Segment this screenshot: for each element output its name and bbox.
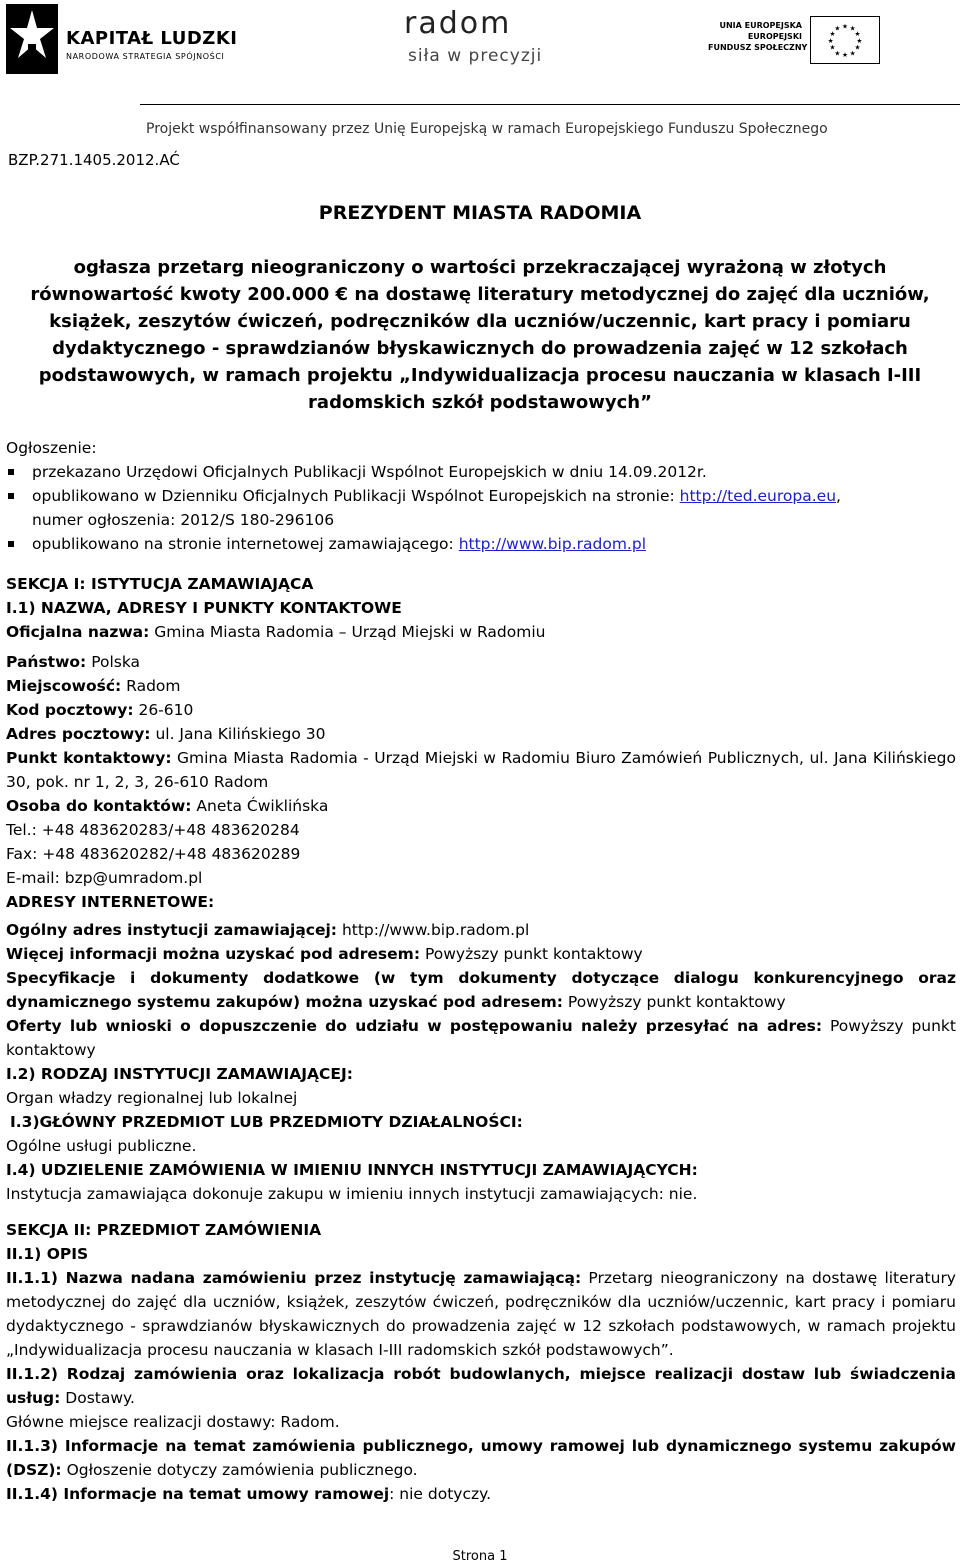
document-body (6, 436, 956, 1506)
ted-europa-link[interactable]: http://ted.europa.eu (679, 487, 837, 505)
svg-text:★: ★ (854, 43, 861, 52)
notice-list (6, 460, 956, 556)
kapital-ludzki-star-icon (6, 4, 58, 74)
official-name-label: Oficjalna nazwa: (6, 623, 150, 641)
notice-item-website-text: opublikowano na stronie internetowej zamawiającego: (32, 535, 454, 553)
section-1-1-heading: I.1) NAZWA, ADRESY I PUNKTY KONTAKTOWE (6, 599, 402, 617)
framework-value: : nie dotyczy. (389, 1485, 492, 1503)
eu-logo (708, 16, 884, 66)
eu-logo-line2: EUROPEJSKI (747, 32, 802, 41)
official-name-value: Gmina Miasta Radomia – Urząd Miejski w Radomiu (154, 623, 546, 641)
phone-row: Tel.: +48 483620283/+48 483620284 (6, 821, 300, 839)
offers-label: Oferty lub wnioski o dopuszczenie do udziału w postępowaniu należy przesyłać na adres: (6, 1017, 823, 1035)
section-1-2-value: Organ władzy regionalnej lub lokalnej (6, 1089, 298, 1107)
contact-value: Gmina Miasta Radomia - Urząd Miejski w Radomiu Biuro Zamówień Publicznych, ul. Jana Kilińskiego 30, pok. nr 1, 2, 3, 26-610 Radom (6, 749, 956, 791)
bip-radom-link[interactable]: http://www.bip.radom.pl (458, 535, 646, 553)
section-1-2-heading: I.2) RODZAJ INSTYTUCJI ZAMAWIAJĄCEJ: (6, 1065, 353, 1083)
radom-logo-word: radom (404, 6, 512, 41)
eu-logo-text (708, 20, 808, 53)
offers-value: Powyższy punkt kontaktowy (6, 1017, 956, 1059)
section-1-heading: SEKCJA I: ISTYTUCJA ZAMAWIAJĄCA (6, 575, 314, 593)
section-1-3-value: Ogólne usługi publiczne. (6, 1137, 197, 1155)
address-value: ul. Jana Kilińskiego 30 (155, 725, 326, 743)
country-value: Polska (91, 653, 141, 671)
postcode-value: 26-610 (138, 701, 194, 719)
framework-row (6, 1482, 956, 1506)
address-row (6, 722, 956, 746)
web-addresses-heading: ADRESY INTERNETOWE: (6, 893, 215, 911)
kapital-ludzki-logo (6, 4, 246, 76)
address-label: Adres pocztowy: (6, 725, 151, 743)
framework-label: II.1.4) Informacje na temat umowy ramowej (6, 1485, 390, 1503)
public-contract-value: Ogłoszenie dotyczy zamówienia publicznego. (66, 1461, 418, 1479)
svg-text:★: ★ (842, 51, 848, 60)
contract-name-row (6, 1266, 956, 1362)
public-contract-row (6, 1434, 956, 1482)
svg-text:★: ★ (849, 49, 856, 58)
radom-logo-tagline: siła w precyzji (408, 46, 543, 66)
header-divider (140, 104, 960, 105)
notice-item-ojeu-text: opublikowano w Dzienniku Oficjalnych Publikacji Wspólnot Europejskich na stronie: (32, 487, 675, 505)
contract-name-value: Przetarg nieograniczony na dostawę literatury metodycznej do zajęć dla uczniów, książek, zeszytów ćwiczeń, podręczników dla uczniów/uczennic, kart pracy i pomiaru dydaktycznego - sprawdzianów błyskawicznych do prowadzenia zajęć w 12 szkołach podstawowych, w ramach projektu „Indywidualizacja procesu nauczania w klasach I-III radomskich szkół podstawowych”. (6, 1269, 956, 1359)
city-row (6, 674, 956, 698)
svg-text:★: ★ (849, 24, 856, 33)
specification-label: Specyfikacje i dokumenty dodatkowe (w tym dokumenty dotyczące dialogu konkurencyjnego oraz dynamicznego systemu zakupów) można uzyskać pod adresem: (6, 969, 956, 1011)
contract-name-label: II.1.1) Nazwa nadana zamówieniu przez instytucję zamawiającą: (6, 1269, 582, 1287)
radom-logo (404, 6, 564, 68)
svg-text:★: ★ (829, 30, 836, 39)
kapital-ludzki-subtitle: NARODOWA STRATEGIA SPÓJNOŚCI (66, 52, 225, 61)
section-1-4-value: Instytucja zamawiająca dokonuje zakupu w imieniu innych instytucji zamawiających: nie. (6, 1185, 698, 1203)
announcement-text: ogłasza przetarg nieograniczony o wartości przekraczającej wyrażoną w złotych równowartość kwoty 200.000 € na dostawę literatury metodycznej do zajęć dla uczniów, książek, zeszytów ćwiczeń, podręczników dla uczniów/uczennic, kart pracy i pomiaru dydaktycznego - sprawdzianów błyskawicznych do prowadzenia zajęć w 12 szkołach podstawowych, w ramach projektu „Indywidualizacja procesu nauczania w klasach I-III radomskich szkół podstawowych” (30, 257, 930, 413)
specification-row (6, 966, 956, 1014)
notice-item-ojeu-comma: , (836, 487, 841, 505)
country-row (6, 650, 956, 674)
offers-row (6, 1014, 956, 1062)
contact-row (6, 746, 956, 794)
general-address-value: http://www.bip.radom.pl (341, 921, 530, 939)
svg-text:★: ★ (854, 30, 861, 39)
person-label: Osoba do kontaktów: (6, 797, 192, 815)
project-cofinancing-note: Projekt współfinansowany przez Unię Europejską w ramach Europejskiego Funduszu Społecznego (146, 121, 828, 137)
more-info-label: Więcej informacji można uzyskać pod adresem: (6, 945, 421, 963)
section-2-heading: SEKCJA II: PRZEDMIOT ZAMÓWIENIA (6, 1221, 322, 1239)
svg-text:★: ★ (834, 49, 841, 58)
official-name-row (6, 620, 956, 644)
person-row (6, 794, 956, 818)
postcode-label: Kod pocztowy: (6, 701, 134, 719)
email-row: E-mail: bzp@umradom.pl (6, 869, 203, 887)
section-2-1-heading: II.1) OPIS (6, 1245, 89, 1263)
public-contract-label: II.1.3) Informacje na temat zamówienia publicznego, umowy ramowej lub dynamicznego systemu zakupów (DSZ): (6, 1437, 956, 1479)
country-label: Państwo: (6, 653, 87, 671)
kapital-ludzki-title: KAPITAŁ LUDZKI (66, 28, 238, 49)
general-address-row (6, 918, 956, 942)
svg-text:★: ★ (827, 36, 834, 45)
specification-value: Powyższy punkt kontaktowy (567, 993, 786, 1011)
eu-logo-line1: UNIA EUROPEJSKA (719, 21, 802, 30)
contract-type-row (6, 1362, 956, 1410)
section-1-4-heading: I.4) UDZIELENIE ZAMÓWIENIA W IMIENIU INNYCH INSTYTUCJI ZAMAWIAJĄCYCH: (6, 1161, 698, 1179)
svg-text:★: ★ (834, 24, 841, 33)
notice-item-ojeu (6, 484, 956, 532)
svg-text:★: ★ (842, 22, 848, 31)
delivery-place-row: Główne miejsce realizacji dostawy: Radom. (6, 1413, 340, 1431)
person-value: Aneta Ćwiklińska (196, 797, 329, 815)
document-title: PREZYDENT MIASTA RADOMIA (318, 202, 642, 224)
notice-item-transmitted (6, 460, 956, 484)
reference-number: BZP.271.1405.2012.AĆ (8, 151, 180, 169)
general-address-label: Ogólny adres instytucji zamawiającej: (6, 921, 338, 939)
notice-number: numer ogłoszenia: 2012/S 180-296106 (32, 511, 335, 529)
city-label: Miejscowość: (6, 677, 122, 695)
page-number: Strona 1 (452, 1549, 508, 1564)
notice-item-transmitted-text: przekazano Urzędowi Oficjalnych Publikacji Wspólnot Europejskich w dniu 14.09.2012r. (32, 463, 707, 481)
svg-text:★: ★ (829, 43, 836, 52)
fax-row: Fax: +48 483620282/+48 483620289 (6, 845, 301, 863)
postcode-row (6, 698, 956, 722)
contact-label: Punkt kontaktowy: (6, 749, 172, 767)
more-info-value: Powyższy punkt kontaktowy (424, 945, 643, 963)
contract-type-label: II.1.2) Rodzaj zamówienia oraz lokalizacja robót budowlanych, miejsce realizacji dostaw lub świadczenia usług: (6, 1365, 956, 1407)
contract-type-value: Dostawy. (65, 1389, 135, 1407)
notice-item-website (6, 532, 956, 556)
svg-text:★: ★ (856, 36, 863, 45)
section-1-3-heading: I.3)GŁÓWNY PRZEDMIOT LUB PRZEDMIOTY DZIAŁALNOŚCI: (10, 1113, 523, 1131)
more-info-row (6, 942, 956, 966)
eu-logo-line3: FUNDUSZ SPOŁECZNY (708, 43, 808, 52)
city-value: Radom (126, 677, 181, 695)
eu-flag-icon (810, 16, 880, 64)
notice-label: Ogłoszenie: (6, 439, 97, 457)
